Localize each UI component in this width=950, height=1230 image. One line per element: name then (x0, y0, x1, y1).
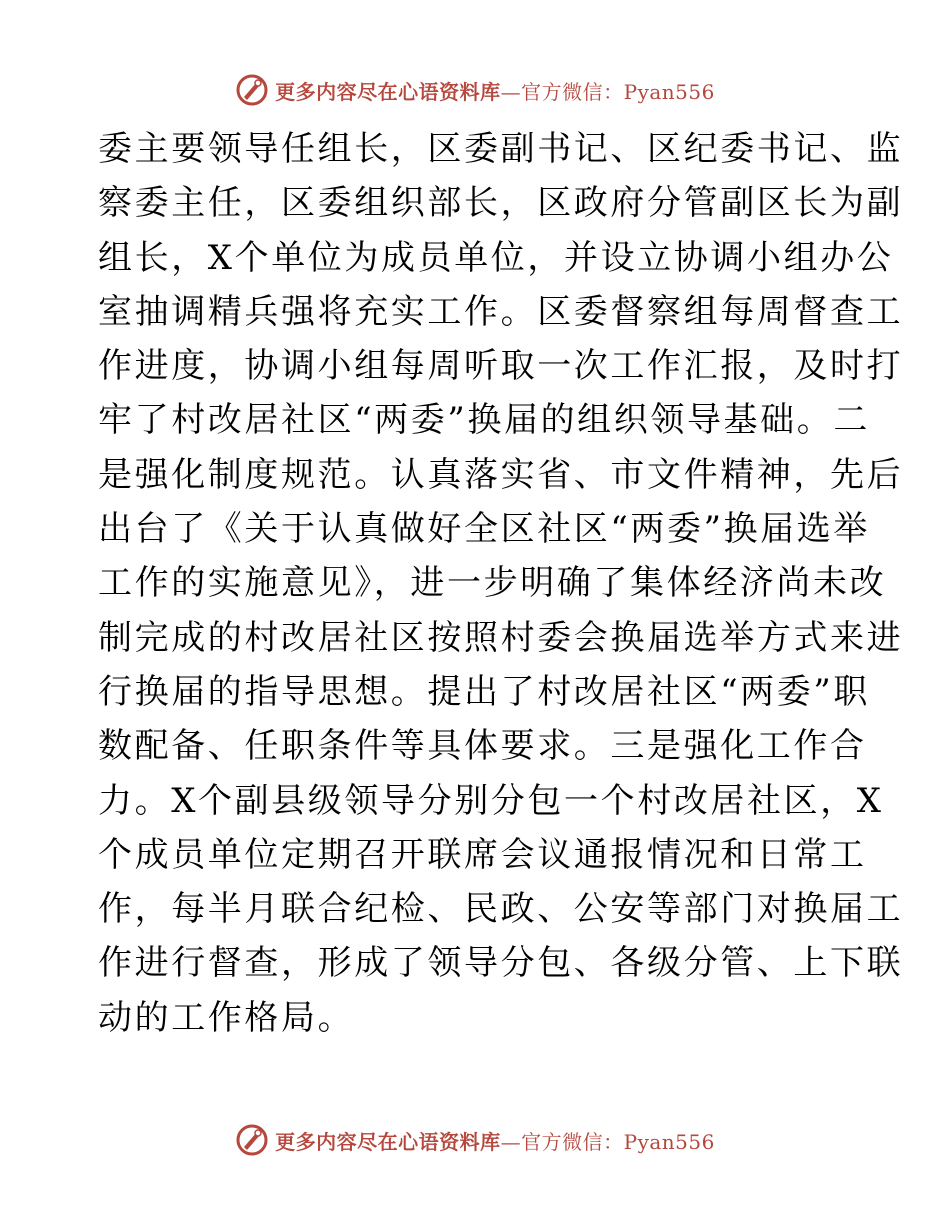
body-line: 力。X个副县级领导分别分包一个村改居社区，X (98, 780, 884, 821)
body-line: 数配备、任职条件等具体要求。三是强化工作合 (98, 726, 867, 767)
seal-logo-icon (235, 1123, 269, 1157)
body-line: 牢了村改居社区“两委”换届的组织领导基础。二 (98, 400, 870, 441)
body-line: 组长，X个单位为成员单位，并设立协调小组办公 (98, 237, 894, 278)
header-banner-inner (235, 73, 715, 107)
footer-wechat: 官方微信：Pyan556 (521, 1129, 715, 1154)
footer-banner-text (275, 1126, 715, 1155)
body-line: 察委主任，区委组织部长，区政府分管副区长为副 (98, 183, 904, 224)
body-line: 室抽调精兵强将充实工作。区委督察组每周督查工 (98, 291, 904, 332)
body-line: 作进度，协调小组每周听取一次工作汇报，及时打 (98, 346, 904, 387)
body-line: 是强化制度规范。认真落实省、市文件精神，先后 (98, 454, 904, 495)
header-separator: — (500, 79, 522, 104)
header-banner (0, 70, 950, 110)
body-paragraph (98, 122, 904, 1045)
seal-logo-icon (235, 73, 269, 107)
footer-title: 更多内容尽在心语资料库 (275, 1129, 501, 1154)
footer-banner-inner (235, 1123, 715, 1157)
header-banner-text (275, 76, 715, 105)
header-wechat: 官方微信：Pyan556 (521, 79, 715, 104)
body-line: 动的工作格局。 (98, 997, 355, 1038)
body-line: 制完成的村改居社区按照村委会换届选举方式来进 (98, 617, 904, 658)
body-line: 个成员单位定期召开联席会议通报情况和日常工 (98, 834, 867, 875)
footer-separator: — (500, 1129, 522, 1154)
header-title: 更多内容尽在心语资料库 (275, 79, 501, 104)
body-line: 工作的实施意见》，进一步明确了集体经济尚未改 (98, 563, 887, 604)
body-line: 作，每半月联合纪检、民政、公安等部门对换届工 (98, 889, 904, 930)
footer-banner (0, 1120, 950, 1160)
body-line: 作进行督查，形成了领导分包、各级分管、上下联 (98, 943, 904, 984)
body-line: 行换届的指导思想。提出了村改居社区“两委”职 (98, 671, 870, 712)
body-line: 出台了《关于认真做好全区社区“两委”换届选举 (98, 509, 870, 550)
body-line: 委主要领导任组长，区委副书记、区纪委书记、监 (98, 129, 904, 169)
